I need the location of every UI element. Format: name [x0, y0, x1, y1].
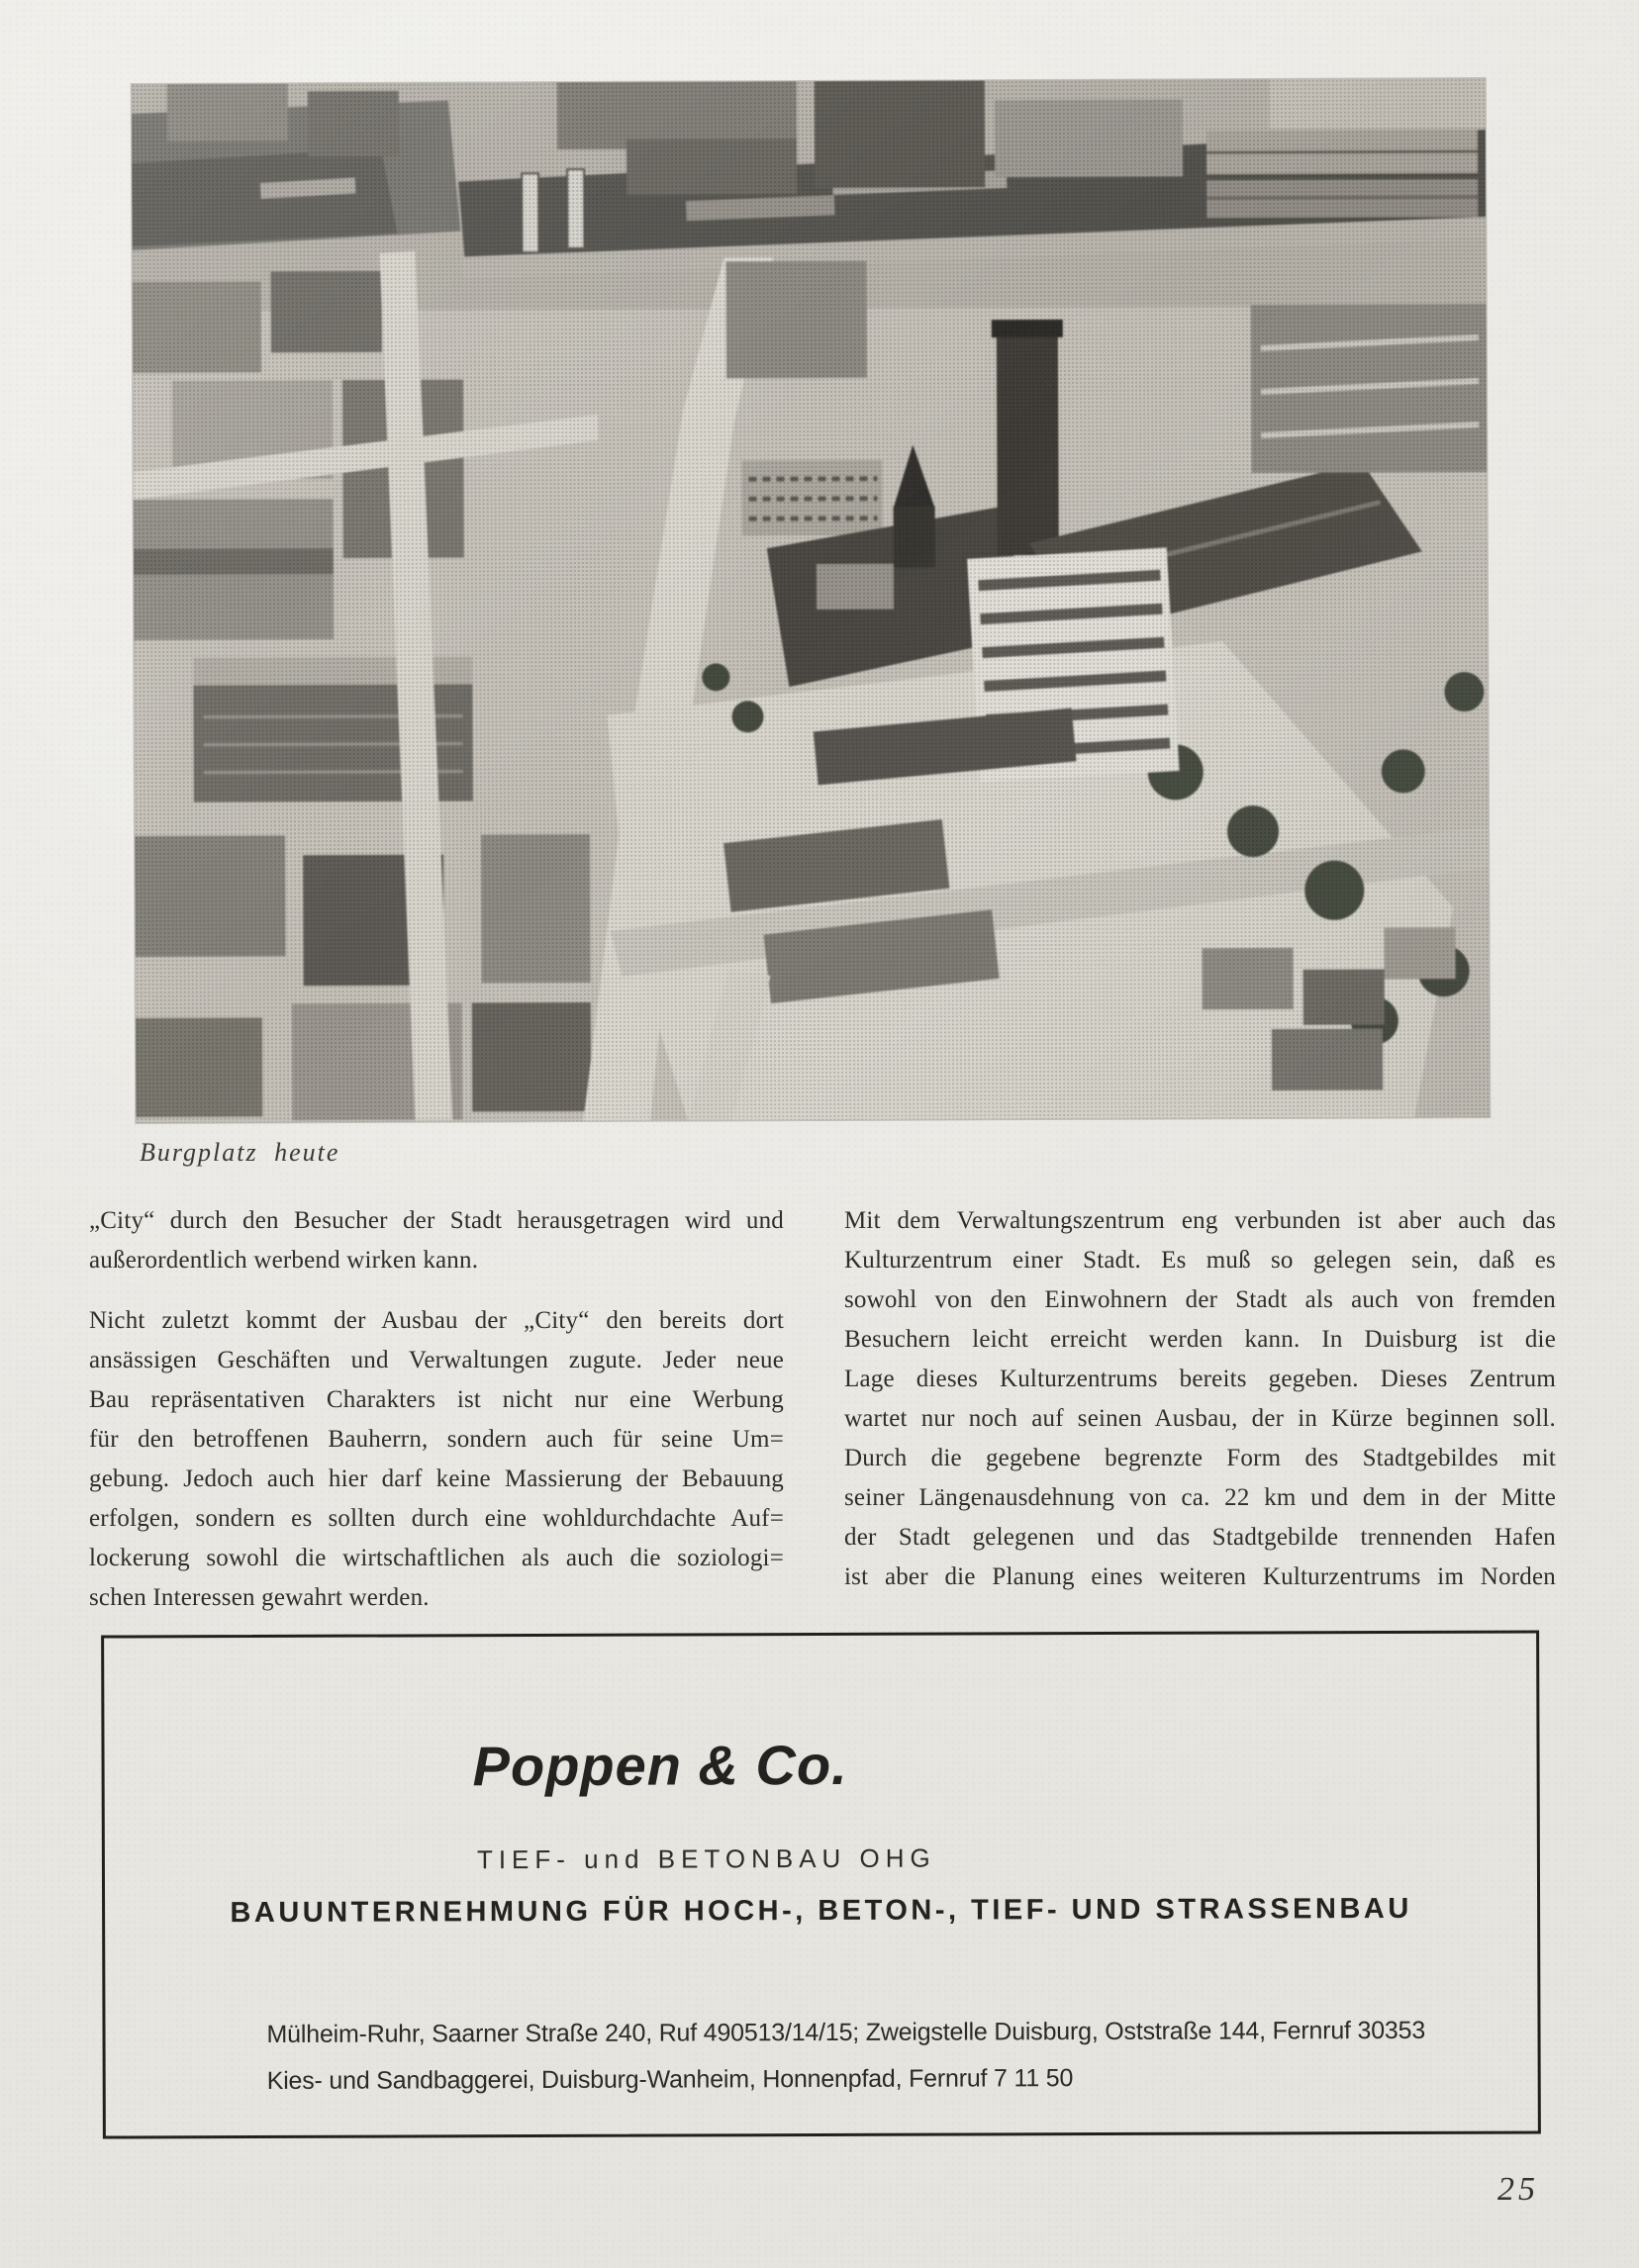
article-body — [89, 1201, 1556, 1618]
text-line: ansässigen Geschäften und Verwaltungen zugute. Jeder neue — [89, 1347, 784, 1373]
text-line: Besuchern leicht erreicht werden kann. In Duisburg ist die — [844, 1326, 1556, 1353]
aerial-photo-illustration — [132, 78, 1491, 1123]
text-line: Mit dem Verwaltungszentrum eng verbunden ist aber auch das — [844, 1207, 1556, 1234]
text-line: Lage dieses Kulturzentrums bereits gegeben. Dieses Zentrum — [844, 1366, 1556, 1392]
ad-address — [266, 2008, 1425, 2105]
text-line: sowohl von den Einwohnern der Stadt als auch von fremden — [844, 1286, 1556, 1313]
ad-address-line: Mülheim-Ruhr, Saarner Straße 240, Ruf 490513/14/15; Zweigstelle Duisburg, Oststraße 144, Fernruf 30353 — [266, 2016, 1426, 2048]
text-line: seiner Längenausdehnung von ca. 22 km und dem in der Mitte — [844, 1484, 1556, 1511]
text-line: ist aber die Planung eines weiteren Kulturzentrums im Norden — [844, 1563, 1556, 1590]
text-line: Kulturzentrum einer Stadt. Es muß so gelegen sein, daß es — [844, 1247, 1556, 1274]
ad-address-line: Kies- und Sandbaggerei, Duisburg-Wanheim, Honnenpfad, Fernruf 7 11 50 — [266, 2064, 1074, 2095]
text-line: außerordentlich werbend wirken kann. — [89, 1247, 479, 1274]
text-line: für den betroffenen Bauherrn, sondern auch für seine Um= — [89, 1426, 784, 1453]
text-line: schen Interessen gewahrt werden. — [89, 1584, 430, 1611]
paragraph — [844, 1201, 1556, 1597]
text-line: lockerung sowohl die wirtschaftlichen als auch die soziologi= — [89, 1545, 784, 1571]
ad-company-name: Poppen & Co. — [472, 1733, 848, 1798]
text-line: Bau repräsentativen Charakters ist nicht nur eine Werbung — [89, 1386, 784, 1413]
ad-subtitle: TIEF- und BETONBAU OHG — [476, 1843, 936, 1875]
paragraph — [89, 1201, 784, 1280]
text-column-left — [89, 1201, 784, 1618]
text-column-right — [844, 1201, 1556, 1618]
page-number: 25 — [1497, 2171, 1539, 2208]
text-line: Nicht zuletzt kommt der Ausbau der „City“ den bereits dort — [89, 1307, 784, 1334]
advertisement-poppen — [101, 1630, 1541, 2138]
photo-caption: Burgplatz heute — [140, 1138, 340, 1167]
ad-tagline: BAUUNTERNEHMUNG FÜR HOCH-, BETON-, TIEF- UND STRASSENBAU — [230, 1892, 1412, 1930]
text-line: der Stadt gelegenen und das Stadtgebilde trennenden Hafen — [844, 1524, 1556, 1551]
text-line: wartet nur noch auf seinen Ausbau, der in Kürze beginnen soll. — [844, 1405, 1556, 1432]
text-line: gebung. Jedoch auch hier darf keine Massierung der Bebauung — [89, 1465, 784, 1492]
aerial-photo — [132, 78, 1491, 1123]
text-line: „City“ durch den Besucher der Stadt herausgetragen wird und — [89, 1207, 784, 1234]
paragraph — [89, 1301, 784, 1618]
text-line: Durch die gegebene begrenzte Form des Stadtgebildes mit — [844, 1445, 1556, 1471]
text-line: erfolgen, sondern es sollten durch eine wohldurchdachte Auf= — [89, 1505, 784, 1532]
